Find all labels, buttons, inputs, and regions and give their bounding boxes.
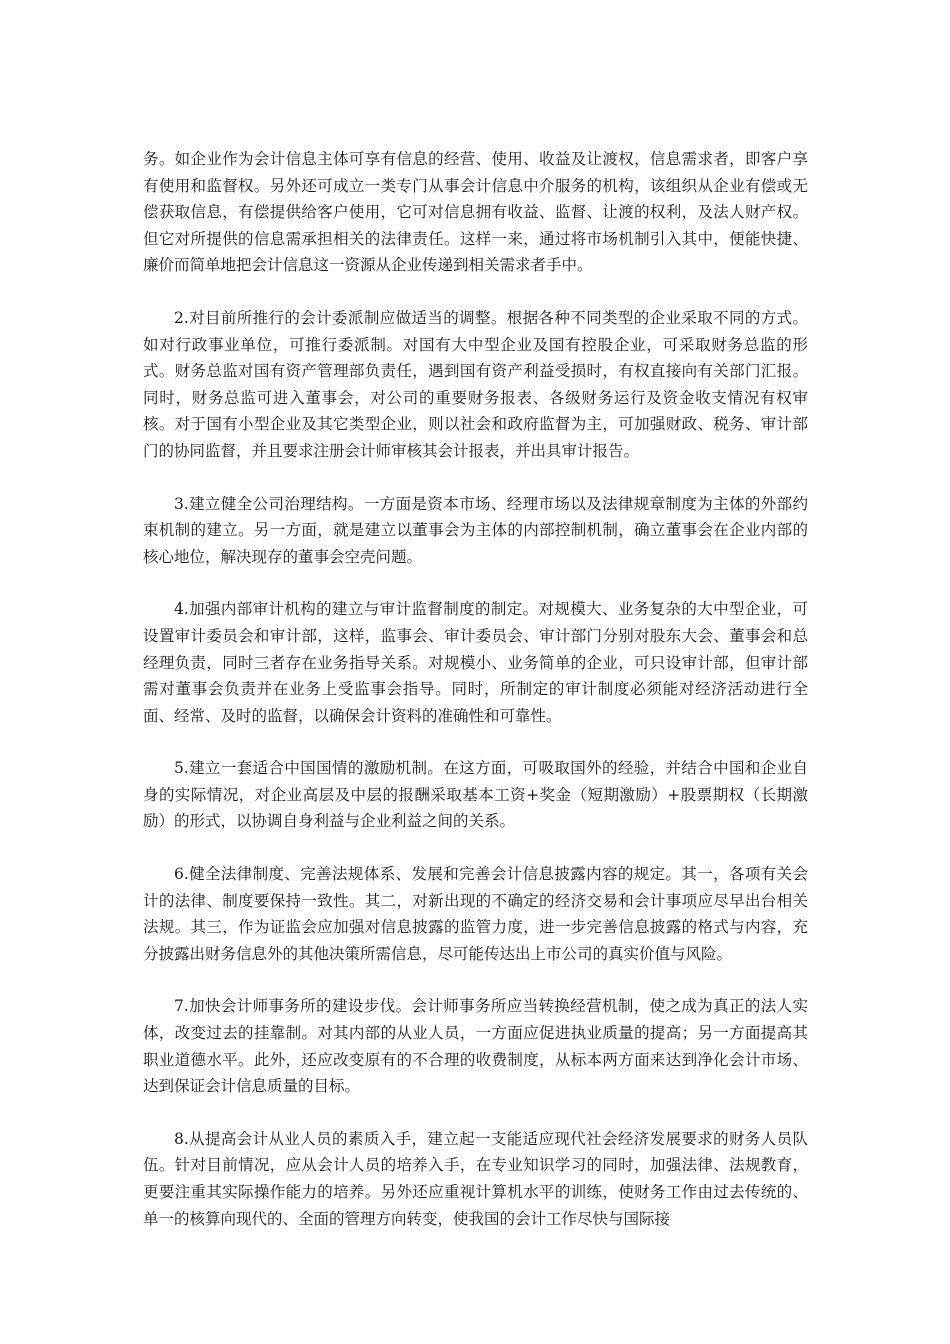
paragraph-item-3: 3.建立健全公司治理结构。一方面是资本市场、经理市场以及法律规章制度为主体的外部约束机制的建立。另一方面，就是建立以董事会为主体的内部控制机制，确立董事会在企业内部的核心地位，解决现存的董事会空壳问题。 [143, 494, 808, 566]
paragraph-item-4: 4.加强内部审计机构的建立与审计监督制度的制定。对规模大、业务复杂的大中型企业，可设置审计委员会和审计部，这样，监事会、审计委员会、审计部门分别对股东大会、董事会和总经理负责，同时三者存在业务指导关系。对规模小、业务简单的企业，可只设审计部，但审计部需对董事会负责并在业务上受监事会指导。同时，所制定的审计制度必须能对经济活动进行全面、经常、及时的监督，以确保会计资料的准确性和可靠性。 [143, 600, 808, 725]
paragraph-item-6: 6.健全法律制度、完善法规体系、发展和完善会计信息披露内容的规定。其一，各项有关会计的法律、制度要保持一致性。其二，对新出现的不确定的经济交易和会计事项应尽早出台相关法规。其三，作为证监会应加强对信息披露的监管力度，进一步完善信息披露的格式与内容，充分披露出财务信息外的其他决策所需信息，尽可能传达出上市公司的真实价值与风险。 [143, 865, 808, 963]
paragraph-item-2: 2.对目前所推行的会计委派制应做适当的调整。根据各种不同类型的企业采取不同的方式。如对行政事业单位，可推行委派制。对国有大中型企业及国有控股企业，可采取财务总监的形式。财务总监对国有资产管理部负责任，遇到国有资产利益受损时，有权直接向有关部门汇报。同时，财务总监可进入董事会，对公司的重要财务报表、各级财务运行及资金收支情况有权审核。对于国有小型企业及其它类型企业，则以社会和政府监督为主，可加强财政、税务、审计部门的协同监督，并且要求注册会计师审核其会计报表，并出具审计报告。 [143, 308, 808, 460]
document-body [143, 146, 808, 1258]
paragraph-continuation: 务。如企业作为会计信息主体可享有信息的经营、使用、收益及让渡权，信息需求者，即客户享有使用和监督权。另外还可成立一类专门从事会计信息中介服务的机构，该组织从企业有偿或无偿获取信息，有偿提供给客户使用，它可对信息拥有收益、监督、让渡的权利，及法人财产权。但它对所提供的信息需承担相关的法律责任。这样一来，通过将市场机制引入其中，便能快捷、廉价而简单地把会计信息这一资源从企业传递到相关需求者手中。 [143, 150, 808, 275]
paragraph-item-5: 5.建立一套适合中国国情的激励机制。在这方面，可吸取国外的经验，并结合中国和企业自身的实际情况，对企业高层及中层的报酬采取基本工资+奖金（短期激励）+股票期权（长期激励）的形式，以协调自身利益与企业利益之间的关系。 [143, 759, 808, 831]
paragraph-item-7: 7.加快会计师事务所的建设步伐。会计师事务所应当转换经营机制，使之成为真正的法人实体，改变过去的挂靠制。对其内部的从业人员，一方面应促进执业质量的提高；另一方面提高其职业道德水平。此外，还应改变原有的不合理的收费制度，从标本两方面来达到净化会计市场、达到保证会计信息质量的目标。 [143, 997, 808, 1096]
paragraph-item-8: 8.从提高会计从业人员的素质入手，建立起一支能适应现代社会经济发展要求的财务人员队伍。针对目前情况，应从会计人员的培养入手，在专业知识学习的同时，加强法律、法规教育，更要注重其实际操作能力的培养。另外还应重视计算机水平的训练，使财务工作由过去传统的、单一的核算向现代的、全面的管理方向转变，使我国的会计工作尽快与国际接 [143, 1129, 808, 1228]
